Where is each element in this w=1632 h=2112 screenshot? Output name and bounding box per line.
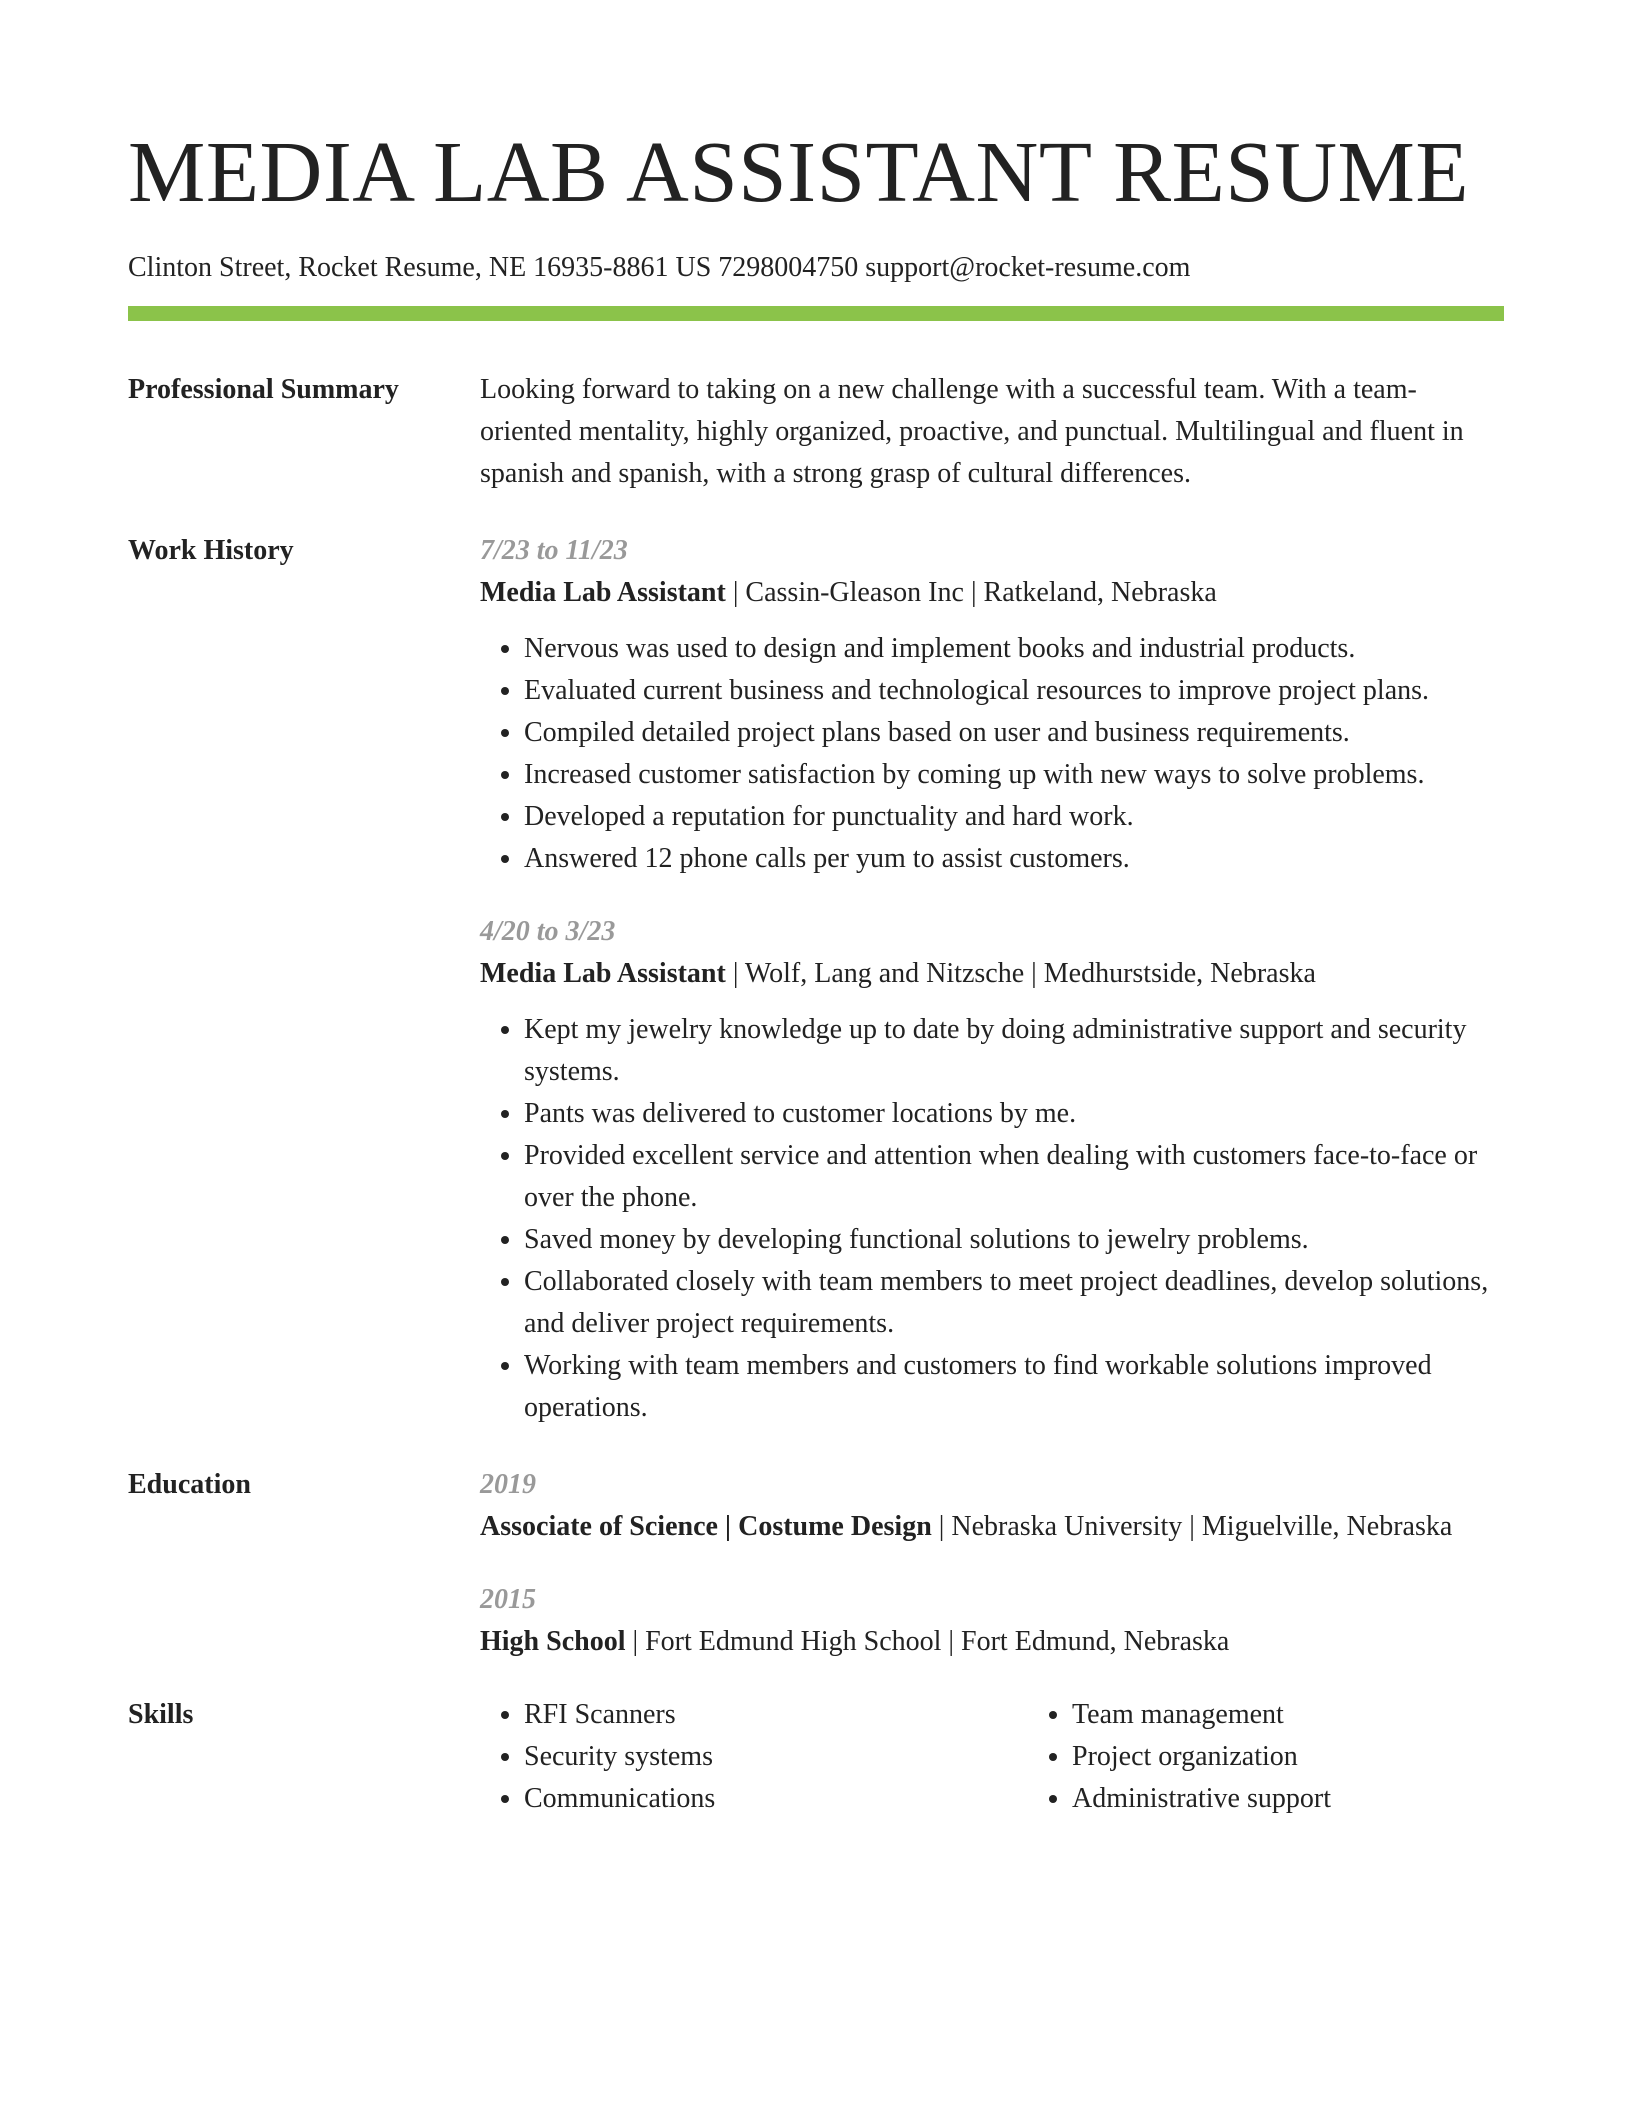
work-history-section — [128, 530, 1504, 1429]
list-item: • Increased customer satisfaction by coming up with new ways to solve problems. — [524, 754, 1504, 796]
job-title: Media Lab Assistant — [480, 577, 726, 608]
skills-body — [480, 1694, 1576, 1820]
list-item: • Answered 12 phone calls per yum to assist customers. — [524, 838, 1504, 880]
list-item: • Collaborated closely with team members to meet project deadlines, develop solutions, and deliver project requirements. — [524, 1261, 1504, 1345]
school-details: | Fort Edmund High School | Fort Edmund, Nebraska — [625, 1626, 1230, 1657]
job-entry — [480, 530, 1504, 880]
education-entry — [480, 1579, 1504, 1663]
skill-item: • Security systems — [524, 1736, 1028, 1778]
work-history-heading: Work History — [128, 535, 294, 566]
skill-item: • Administrative support — [1072, 1778, 1576, 1820]
job-details: | Cassin-Gleason Inc | Ratkeland, Nebraska — [725, 577, 1217, 608]
skill-item: • Project organization — [1072, 1736, 1576, 1778]
skills-section — [128, 1694, 1504, 1820]
list-item: • Kept my jewelry knowledge up to date by doing administrative support and security systems. — [524, 1009, 1504, 1093]
education-heading-line — [480, 1621, 1504, 1663]
education-body — [480, 1464, 1504, 1663]
summary-section — [128, 369, 1504, 495]
education-heading-line — [480, 1506, 1504, 1548]
list-item: • Working with team members and customers to find workable solutions improved operations. — [524, 1345, 1504, 1429]
job-details: | Wolf, Lang and Nitzsche | Medhurstside, Nebraska — [725, 958, 1316, 989]
skills-heading: Skills — [128, 1699, 194, 1730]
list-item: • Evaluated current business and technological resources to improve project plans. — [524, 670, 1504, 712]
skills-list-left — [480, 1694, 1028, 1820]
job-entry — [480, 911, 1504, 1429]
list-item: • Pants was delivered to customer locations by me. — [524, 1093, 1504, 1135]
degree-name: High School — [480, 1626, 626, 1657]
contact-line: Clinton Street, Rocket Resume, NE 16935-8861 US 7298004750 support@rocket-resume.com — [128, 252, 1191, 283]
school-details: | Nebraska University | Miguelville, Nebraska — [931, 1511, 1453, 1542]
degree-name: Associate of Science | Costume Design — [480, 1511, 932, 1542]
list-item: • Provided excellent service and attention when dealing with customers face-to-face or over the phone. — [524, 1135, 1504, 1219]
summary-heading: Professional Summary — [128, 374, 399, 405]
education-heading: Education — [128, 1469, 251, 1500]
job-duties-list — [480, 628, 1504, 880]
education-year: 2019 — [480, 1469, 536, 1500]
education-year: 2015 — [480, 1584, 536, 1615]
list-item: • Saved money by developing functional solutions to jewelry problems. — [524, 1219, 1504, 1261]
list-item: • Developed a reputation for punctuality and hard work. — [524, 796, 1504, 838]
job-title: Media Lab Assistant — [480, 958, 726, 989]
job-heading — [480, 953, 1504, 995]
education-entry — [480, 1464, 1504, 1548]
job-heading — [480, 572, 1504, 614]
summary-text: Looking forward to taking on a new challenge with a successful team. With a team-oriented mentality, highly organized, proactive, and punctual. Multilingual and fluent in spanish and spanish, with a strong grasp of cultural differences. — [480, 374, 1464, 489]
accent-divider — [128, 306, 1504, 321]
job-dates: 7/23 to 11/23 — [480, 535, 628, 566]
skill-item: • Communications — [524, 1778, 1028, 1820]
list-item: • Nervous was used to design and implement books and industrial products. — [524, 628, 1504, 670]
work-history-body — [480, 530, 1504, 1429]
skills-list-right — [1028, 1694, 1576, 1820]
skill-item: • Team management — [1072, 1694, 1576, 1736]
list-item: • Compiled detailed project plans based on user and business requirements. — [524, 712, 1504, 754]
resume-title: MEDIA LAB ASSISTANT RESUME — [128, 123, 1470, 220]
skill-item: • RFI Scanners — [524, 1694, 1028, 1736]
job-dates: 4/20 to 3/23 — [480, 916, 616, 947]
job-duties-list — [480, 1009, 1504, 1429]
education-section — [128, 1464, 1504, 1663]
